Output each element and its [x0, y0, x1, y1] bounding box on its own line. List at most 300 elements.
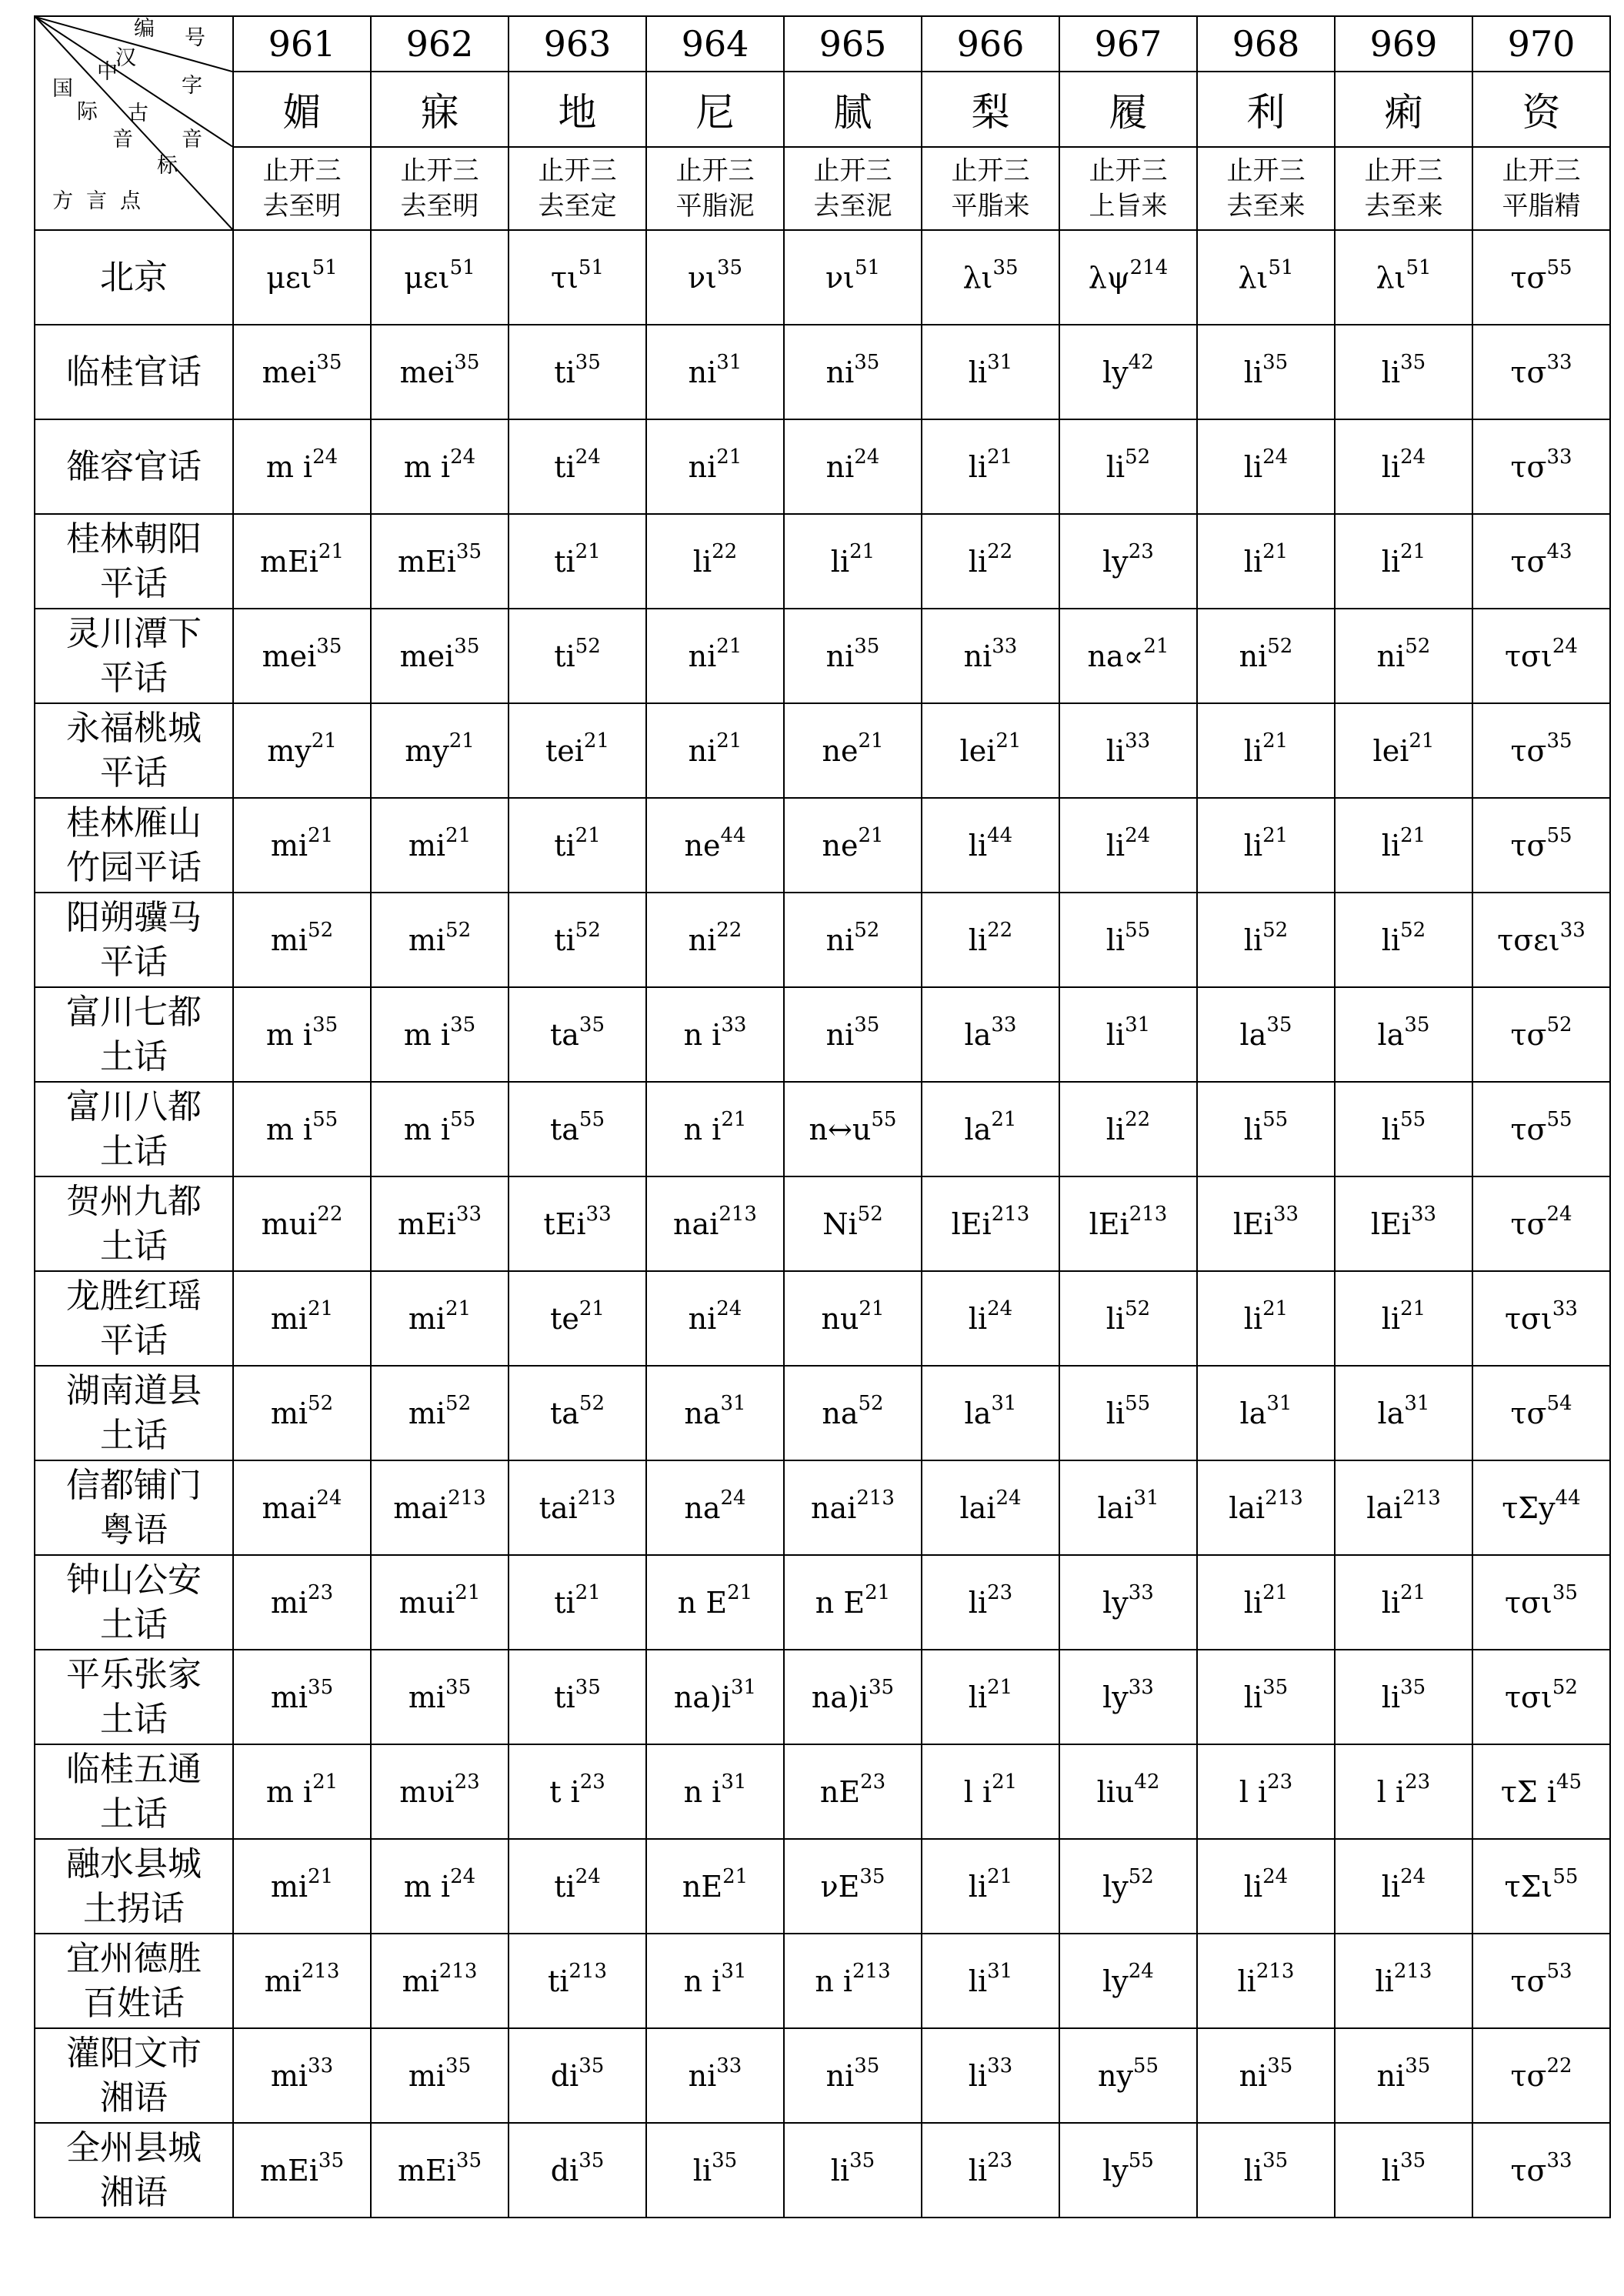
tone-value: 24 — [1262, 1864, 1289, 1888]
ipa-syllable: mi — [270, 2058, 308, 2093]
tone-value: 35 — [1400, 350, 1426, 374]
han-character: 尼 — [646, 72, 784, 147]
ipa-syllable: τΣ i — [1500, 1774, 1557, 1809]
transcription-cell — [784, 419, 922, 514]
transcription-cell — [371, 1555, 509, 1650]
tone-value: 33 — [991, 1013, 1017, 1036]
ipa-syllable: lEi — [1232, 1206, 1273, 1241]
ipa-syllable: te — [550, 1301, 579, 1336]
transcription-cell — [509, 1460, 646, 1555]
ipa-syllable: na — [684, 1490, 721, 1525]
transcription-cell — [233, 1555, 371, 1650]
tone-value: 35 — [1262, 2148, 1289, 2172]
tone-value: 35 — [316, 634, 342, 658]
ipa-syllable: li — [1243, 544, 1263, 579]
ipa-syllable: μει — [404, 260, 450, 295]
transcription-cell — [646, 2123, 784, 2218]
tone-value: 33 — [1546, 2148, 1572, 2172]
tone-value: 21 — [987, 445, 1013, 469]
tone-value: 214 — [1129, 255, 1169, 279]
place-line: 粤语 — [100, 1510, 168, 1550]
transcription-cell — [1472, 2028, 1610, 2123]
transcription-cell — [1059, 1460, 1197, 1555]
tone-value: 24 — [1128, 1959, 1154, 1983]
tone-value: 35 — [869, 1675, 895, 1699]
tone-value: 213 — [1129, 1202, 1168, 1226]
transcription-cell — [509, 987, 646, 1082]
ipa-syllable: li — [1381, 828, 1401, 863]
ipa-syllable: na)i — [673, 1680, 731, 1714]
ipa-syllable: di — [550, 2058, 579, 2093]
tone-value: 21 — [308, 1297, 334, 1320]
transcription-cell — [922, 1744, 1059, 1839]
transcription-cell — [233, 987, 371, 1082]
transcription-cell — [509, 1271, 646, 1366]
transcription-cell — [646, 1839, 784, 1934]
ipa-syllable: ne — [822, 733, 859, 768]
place-line: 平话 — [100, 658, 168, 698]
transcription-cell — [1059, 798, 1197, 893]
tone-value: 31 — [716, 350, 742, 374]
tone-value: 52 — [857, 1202, 883, 1226]
tone-value: 31 — [987, 350, 1013, 374]
transcription-cell — [1472, 609, 1610, 703]
ipa-syllable: li — [1243, 1680, 1263, 1714]
ipa-syllable: lEi — [951, 1206, 992, 1241]
mc-line-2: 去至明 — [262, 191, 342, 222]
tone-value: 21 — [1400, 1297, 1426, 1320]
tone-value: 21 — [575, 823, 601, 847]
transcription-cell — [509, 1934, 646, 2028]
place-line: 湘语 — [100, 2077, 168, 2117]
tone-value: 35 — [1400, 2148, 1426, 2172]
tone-value: 33 — [308, 2054, 334, 2077]
tone-value: 35 — [1546, 729, 1572, 753]
ipa-syllable: λι — [1238, 260, 1269, 295]
dialect-place — [35, 514, 233, 609]
ipa-syllable: li — [968, 1680, 988, 1714]
transcription-cell — [509, 325, 646, 419]
transcription-cell — [784, 703, 922, 798]
tone-value: 213 — [856, 1486, 895, 1510]
tone-value: 23 — [860, 1770, 886, 1794]
transcription-cell — [509, 1176, 646, 1271]
tone-value: 52 — [1267, 634, 1293, 658]
mc-line-2: 平脂泥 — [675, 191, 755, 222]
dialect-place — [35, 1744, 233, 1839]
ipa-syllable: mei — [399, 639, 455, 673]
ipa-syllable: ni — [688, 449, 717, 484]
dialect-row — [35, 703, 1610, 798]
dialect-row — [35, 798, 1610, 893]
tone-value: 24 — [716, 1297, 742, 1320]
ipa-syllable: ly — [1102, 1585, 1129, 1620]
tone-value: 21 — [716, 634, 742, 658]
han-character: 履 — [1059, 72, 1197, 147]
tone-value: 35 — [316, 350, 342, 374]
ipa-syllable: mi — [270, 1396, 308, 1430]
tone-value: 22 — [987, 539, 1013, 563]
transcription-cell — [1197, 609, 1335, 703]
ipa-syllable: li — [1105, 449, 1125, 484]
tone-value: 31 — [1266, 1391, 1292, 1415]
transcription-cell — [784, 609, 922, 703]
place-line: 雒容官话 — [66, 446, 202, 486]
tone-value: 213 — [439, 1959, 478, 1983]
tone-value: 51 — [1268, 255, 1294, 279]
transcription-cell — [509, 893, 646, 987]
dialect-row — [35, 2123, 1610, 2218]
ipa-syllable: ni — [825, 449, 855, 484]
tone-value: 23 — [987, 2148, 1013, 2172]
transcription-cell — [233, 893, 371, 987]
ipa-syllable: ni — [688, 639, 717, 673]
mc-line-2: 上旨来 — [1089, 191, 1168, 222]
transcription-cell — [1197, 1366, 1335, 1460]
ipa-syllable: li — [968, 1585, 988, 1620]
tone-value: 52 — [1546, 1013, 1572, 1036]
middle-chinese-cell — [1335, 147, 1472, 230]
dialect-row — [35, 1934, 1610, 2028]
ipa-syllable: ta — [549, 1112, 579, 1146]
transcription-cell — [1472, 1744, 1610, 1839]
transcription-cell — [784, 1176, 922, 1271]
ipa-syllable: ti — [547, 1964, 569, 1998]
mc-line-1: 止开三 — [951, 155, 1030, 186]
place-line: 土话 — [100, 1226, 168, 1266]
tone-value: 33 — [716, 2054, 742, 2077]
tone-value: 33 — [1552, 1297, 1578, 1320]
char-number: 969 — [1335, 16, 1472, 72]
ipa-syllable: τσ — [1510, 1396, 1547, 1430]
transcription-cell — [1472, 1366, 1610, 1460]
ipa-syllable: τΣι — [1504, 1869, 1553, 1904]
ipa-syllable: ly — [1102, 2153, 1129, 2188]
tone-value: 35 — [318, 2148, 345, 2172]
ipa-syllable: ti — [554, 1869, 575, 1904]
transcription-cell — [922, 419, 1059, 514]
dialect-row — [35, 325, 1610, 419]
ipa-syllable: n i — [683, 1017, 722, 1052]
transcription-cell — [1059, 987, 1197, 1082]
dialect-row — [35, 1460, 1610, 1555]
tone-value: 35 — [712, 2148, 738, 2172]
transcription-cell — [1197, 230, 1335, 325]
tone-value: 52 — [1262, 918, 1289, 942]
middle-chinese-cell — [646, 147, 784, 230]
ipa-syllable: τσι — [1505, 1301, 1552, 1336]
corner-label: 汉 — [115, 46, 136, 70]
tone-value: 52 — [1128, 1864, 1154, 1888]
transcription-cell — [1059, 2123, 1197, 2218]
transcription-cell — [1197, 514, 1335, 609]
transcription-cell — [922, 1082, 1059, 1176]
dialect-row — [35, 1082, 1610, 1176]
corner-label: 标 — [157, 154, 178, 178]
transcription-cell — [509, 419, 646, 514]
ipa-syllable: di — [550, 2153, 579, 2188]
transcription-cell — [784, 1366, 922, 1460]
corner-label: 点 — [120, 189, 141, 213]
ipa-syllable: na∝ — [1087, 639, 1144, 673]
transcription-cell — [1335, 703, 1472, 798]
ipa-syllable: li — [1381, 1869, 1401, 1904]
tone-value: 33 — [992, 634, 1018, 658]
transcription-cell — [646, 419, 784, 514]
tone-value: 23 — [1128, 539, 1154, 563]
transcription-cell — [371, 703, 509, 798]
tone-value: 33 — [585, 1202, 612, 1226]
ipa-syllable: li — [1243, 1869, 1263, 1904]
ipa-syllable: mi — [408, 923, 446, 957]
transcription-cell — [509, 798, 646, 893]
transcription-cell — [233, 1176, 371, 1271]
ipa-syllable: li — [1243, 1112, 1263, 1146]
ipa-syllable: ti — [554, 544, 575, 579]
transcription-cell — [1335, 1839, 1472, 1934]
transcription-cell — [1472, 1176, 1610, 1271]
tone-value: 21 — [859, 1297, 885, 1320]
tone-value: 21 — [583, 729, 609, 753]
place-line: 竹园平话 — [66, 847, 202, 887]
corner-label: 言 — [86, 189, 107, 213]
ipa-syllable: ly — [1102, 1869, 1129, 1904]
transcription-cell — [233, 1271, 371, 1366]
mc-line-1: 止开三 — [1502, 155, 1581, 186]
han-character: 痢 — [1335, 72, 1472, 147]
tone-value: 213 — [991, 1202, 1030, 1226]
tone-value: 21 — [311, 729, 337, 753]
tone-value: 54 — [1546, 1391, 1572, 1415]
ipa-syllable: my — [267, 733, 312, 768]
ipa-syllable: li — [1381, 544, 1401, 579]
tone-value: 21 — [1143, 634, 1169, 658]
tone-value: 21 — [721, 1107, 747, 1131]
tone-value: 51 — [854, 255, 881, 279]
tone-value: 24 — [575, 445, 601, 469]
corner-label: 字 — [182, 74, 202, 98]
tone-value: 31 — [720, 1391, 746, 1415]
ipa-syllable: li — [1243, 355, 1263, 389]
tone-value: 55 — [1552, 1864, 1579, 1888]
transcription-cell — [922, 2028, 1059, 2123]
transcription-cell — [1197, 419, 1335, 514]
transcription-cell — [1472, 2123, 1610, 2218]
tone-value: 35 — [716, 255, 743, 279]
char-number: 965 — [784, 16, 922, 72]
tone-value: 213 — [448, 1486, 486, 1510]
ipa-syllable: mui — [261, 1206, 318, 1241]
han-character: 寐 — [371, 72, 509, 147]
middle-chinese-cell — [371, 147, 509, 230]
char-number: 968 — [1197, 16, 1335, 72]
dialect-place — [35, 2123, 233, 2218]
transcription-cell — [233, 609, 371, 703]
tone-value: 52 — [1405, 634, 1431, 658]
ipa-syllable: mi — [270, 923, 308, 957]
transcription-cell — [1197, 987, 1335, 1082]
ipa-syllable: mi — [270, 828, 308, 863]
tone-value: 21 — [1262, 539, 1289, 563]
place-line: 临桂官话 — [66, 352, 202, 392]
transcription-cell — [1059, 419, 1197, 514]
ipa-syllable: li — [1105, 828, 1125, 863]
ipa-syllable: ni — [825, 355, 855, 389]
ipa-syllable: ne — [684, 828, 721, 863]
transcription-cell — [1335, 609, 1472, 703]
transcription-cell — [646, 514, 784, 609]
ipa-syllable: ly — [1102, 1680, 1129, 1714]
dialect-place — [35, 1366, 233, 1460]
transcription-cell — [1335, 1744, 1472, 1839]
transcription-cell — [371, 798, 509, 893]
ipa-syllable: τσι — [1505, 639, 1552, 673]
tone-value: 21 — [312, 1770, 338, 1794]
ipa-syllable: tei — [545, 733, 584, 768]
ipa-syllable: li — [1381, 923, 1401, 957]
transcription-cell — [784, 1082, 922, 1176]
ipa-syllable: lEi — [1370, 1206, 1411, 1241]
tone-value: 55 — [871, 1107, 897, 1131]
ipa-syllable: mei — [399, 355, 455, 389]
ipa-syllable: ta — [549, 1396, 579, 1430]
place-line: 钟山公安 — [66, 1560, 202, 1600]
middle-chinese-cell — [1059, 147, 1197, 230]
transcription-cell — [1335, 514, 1472, 609]
transcription-cell — [1335, 1176, 1472, 1271]
dialect-place — [35, 893, 233, 987]
transcription-cell — [646, 1744, 784, 1839]
ipa-syllable: li — [968, 2058, 988, 2093]
tone-value: 21 — [1262, 1580, 1289, 1604]
ipa-syllable: li — [1243, 1585, 1263, 1620]
ipa-syllable: ti — [554, 355, 575, 389]
transcription-cell — [784, 1744, 922, 1839]
dialect-place — [35, 798, 233, 893]
transcription-cell — [922, 1934, 1059, 2028]
ipa-syllable: la — [1377, 1396, 1405, 1430]
ipa-syllable: n E — [677, 1585, 728, 1620]
transcription-cell — [233, 1839, 371, 1934]
ipa-syllable: lai — [959, 1490, 996, 1525]
place-line: 临桂五通 — [66, 1749, 202, 1789]
tone-value: 42 — [1128, 350, 1154, 374]
transcription-cell — [1059, 1555, 1197, 1650]
transcription-cell — [1472, 1460, 1610, 1555]
tone-value: 21 — [308, 1864, 334, 1888]
transcription-cell — [1197, 1082, 1335, 1176]
tone-value: 35 — [312, 1013, 338, 1036]
ipa-syllable: ti — [554, 639, 575, 673]
tone-value: 45 — [1556, 1770, 1582, 1794]
transcription-cell — [784, 1271, 922, 1366]
mc-line-2: 去至来 — [1226, 191, 1306, 222]
ipa-syllable: li — [692, 544, 712, 579]
tone-value: 55 — [1546, 255, 1572, 279]
tone-value: 22 — [716, 918, 742, 942]
character-row — [35, 72, 1610, 147]
ipa-syllable: n i — [683, 1774, 722, 1809]
tone-value: 52 — [575, 918, 601, 942]
transcription-cell — [646, 1555, 784, 1650]
place-line: 土话 — [100, 1131, 168, 1171]
transcription-cell — [784, 1934, 922, 2028]
ipa-syllable: τσ — [1510, 1112, 1547, 1146]
tone-value: 23 — [454, 1770, 480, 1794]
transcription-cell — [233, 2123, 371, 2218]
tone-value: 35 — [575, 1675, 601, 1699]
tone-value: 55 — [450, 1107, 476, 1131]
transcription-cell — [784, 798, 922, 893]
transcription-cell — [1472, 1555, 1610, 1650]
ipa-syllable: ti — [554, 449, 575, 484]
transcription-cell — [922, 893, 1059, 987]
ipa-syllable: mi — [408, 828, 446, 863]
ipa-syllable: ni — [825, 1017, 855, 1052]
tone-value: 35 — [454, 634, 480, 658]
tone-value: 24 — [995, 1486, 1022, 1510]
transcription-cell — [1059, 1271, 1197, 1366]
dialect-place — [35, 1839, 233, 1934]
ipa-syllable: li — [1375, 1964, 1394, 1998]
ipa-syllable: τσ — [1510, 449, 1547, 484]
ipa-syllable: ni — [688, 355, 717, 389]
tone-value: 22 — [1546, 2054, 1572, 2077]
tone-value: 31 — [721, 1770, 747, 1794]
transcription-cell — [922, 798, 1059, 893]
transcription-cell — [784, 1555, 922, 1650]
transcription-cell — [646, 230, 784, 325]
place-line: 富川八都 — [66, 1086, 202, 1126]
mc-line-2: 平脂精 — [1502, 191, 1581, 222]
char-number: 966 — [922, 16, 1059, 72]
ipa-syllable: mi — [408, 1680, 446, 1714]
tone-value: 23 — [579, 1770, 605, 1794]
dialect-place — [35, 703, 233, 798]
transcription-cell — [509, 514, 646, 609]
ipa-syllable: nai — [811, 1490, 857, 1525]
dialect-row — [35, 1366, 1610, 1460]
char-number: 967 — [1059, 16, 1197, 72]
place-line: 土话 — [100, 1794, 168, 1834]
transcription-cell — [1472, 514, 1610, 609]
transcription-cell — [1335, 1082, 1472, 1176]
tone-value: 55 — [1132, 2054, 1159, 2077]
ipa-syllable: nE — [819, 1774, 861, 1809]
tone-value: 35 — [854, 634, 880, 658]
tone-value: 24 — [1400, 445, 1426, 469]
tone-value: 24 — [1400, 1864, 1426, 1888]
tone-value: 31 — [987, 1959, 1013, 1983]
ipa-syllable: λι — [1376, 260, 1406, 295]
tone-value: 21 — [716, 729, 742, 753]
transcription-cell — [1335, 1460, 1472, 1555]
ipa-syllable: li — [1105, 1396, 1125, 1430]
ipa-syllable: mi — [408, 2058, 446, 2093]
transcription-cell — [371, 1366, 509, 1460]
ipa-syllable: m i — [265, 1112, 313, 1146]
transcription-cell — [1335, 1366, 1472, 1460]
tone-value: 33 — [455, 1202, 482, 1226]
ipa-syllable: li — [1105, 733, 1125, 768]
transcription-cell — [1059, 1934, 1197, 2028]
dialect-row — [35, 2028, 1610, 2123]
tone-value: 21 — [992, 1770, 1018, 1794]
tone-value: 52 — [579, 1391, 605, 1415]
transcription-cell — [922, 514, 1059, 609]
char-number: 961 — [233, 16, 371, 72]
tone-value: 33 — [1559, 918, 1586, 942]
